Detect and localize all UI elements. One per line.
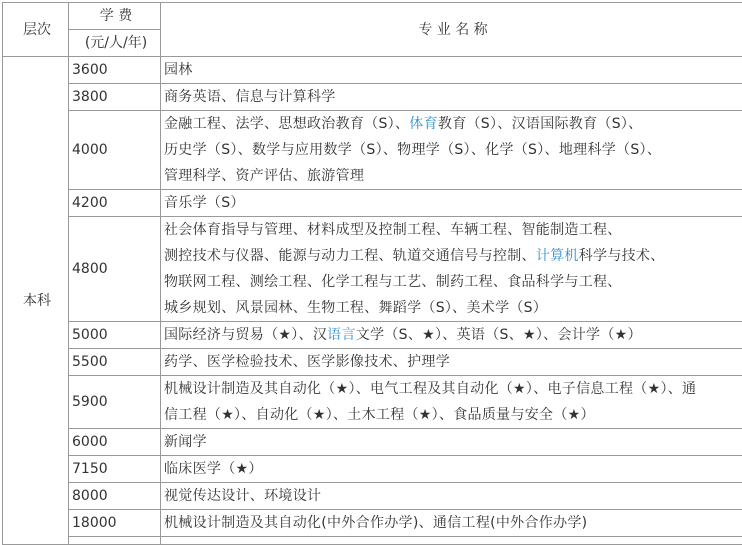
fee-cell: 3600 [69,57,161,84]
major-text: 文学（S、★）、英语（S、★）、会计学（★） [356,327,642,343]
table-row [3,322,742,349]
major-line [164,483,742,509]
major-cell [161,376,742,429]
major-cell [161,217,742,322]
major-text: 视觉传达设计、环境设计 [164,488,321,504]
fee-cell: 5900 [69,376,161,429]
table-row [3,376,742,429]
major-text: 教育（S）、汉语国际教育（S）、 [438,116,643,132]
major-cell [161,456,742,483]
major-line [164,402,742,428]
fee-cell: 8000 [69,483,161,510]
table-row [3,190,742,217]
major-line [164,322,742,348]
major-cell [161,322,742,349]
header-level: 层次 [3,3,69,57]
table-row [3,483,742,510]
table-row [3,349,742,376]
major-cell [161,349,742,376]
major-text: 新闻学 [164,434,207,450]
major-text: 测控技术与仪器、能源与动力工程、轨道交通信号与控制、 [164,248,536,264]
fee-cell: 7150 [69,456,161,483]
fee-cell: 4200 [69,190,161,217]
major-line [164,163,742,189]
major-line [164,269,742,295]
major-line [164,243,742,269]
major-cell [161,84,742,111]
fee-cell: 4800 [69,217,161,322]
major-cell [161,483,742,510]
table-row [3,84,742,111]
major-cell [161,429,742,456]
major-line [164,57,742,83]
fee-cell: 5500 [69,349,161,376]
major-text: 机械设计制造及其自动化(中外合作办学)、通信工程(中外合作办学) [164,515,587,531]
major-cell [161,190,742,217]
major-text: 城乡规划、风景园林、生物工程、舞蹈学（S）、美术学（S） [164,300,547,316]
major-line [164,510,742,536]
table-row [3,510,742,537]
header-fee-unit: (元/人/年) [69,30,161,57]
major-text: 音乐学（S） [164,195,245,211]
highlight-link: 语言 [327,327,356,343]
major-text: 商务英语、信息与计算科学 [164,89,336,105]
table-row [3,429,742,456]
major-line [164,456,742,482]
table-row [3,456,742,483]
fee-cell: 18000 [69,510,161,537]
major-text: 药学、医学检验技术、医学影像技术、护理学 [164,354,450,370]
table-row [3,537,742,545]
fee-cell: 3800 [69,84,161,111]
tuition-table [2,2,742,545]
major-line [164,190,742,216]
major-cell [161,510,742,537]
major-text: 临床医学（★） [164,461,263,477]
major-cell [161,111,742,190]
table-row [3,111,742,190]
highlight-link: 体育 [409,116,438,132]
header-fee-title: 学 费 [69,3,161,30]
fee-cell [69,537,161,545]
fee-cell: 4000 [69,111,161,190]
fee-cell: 5000 [69,322,161,349]
level-cell: 本科 [3,57,69,545]
major-line [164,111,742,137]
major-text: 园林 [164,62,193,78]
major-line [164,217,742,243]
major-text: 金融工程、法学、思想政治教育（S）、 [164,116,409,132]
major-line [164,84,742,110]
major-line [164,295,742,321]
header-major: 专 业 名 称 [161,3,742,57]
header-row-1 [3,3,742,30]
major-text: 管理科学、资产评估、旅游管理 [164,168,364,184]
major-line [164,429,742,455]
major-text: 科学与技术、 [579,248,665,264]
major-line [164,137,742,163]
major-line [164,376,742,402]
fee-cell: 6000 [69,429,161,456]
table-row [3,217,742,322]
major-line [164,349,742,375]
major-text: 历史学（S）、数学与应用数学（S）、物理学（S）、化学（S）、地理科学（S）、 [164,142,661,158]
major-cell [161,57,742,84]
major-text: 国际经济与贸易（★）、汉 [164,327,327,343]
major-cell [161,537,742,545]
major-text: 机械设计制造及其自动化（★）、电气工程及其自动化（★）、电子信息工程（★）、通 [164,381,696,397]
major-text: 信工程（★）、自动化（★）、土木工程（★）、食品质量与安全（★） [164,407,595,423]
highlight-link: 计算机 [536,248,579,264]
table-row [3,57,742,84]
major-text: 物联网工程、测绘工程、化学工程与工艺、制药工程、食品科学与工程、 [164,274,622,290]
major-text: 社会体育指导与管理、材料成型及控制工程、车辆工程、智能制造工程、 [164,222,622,238]
